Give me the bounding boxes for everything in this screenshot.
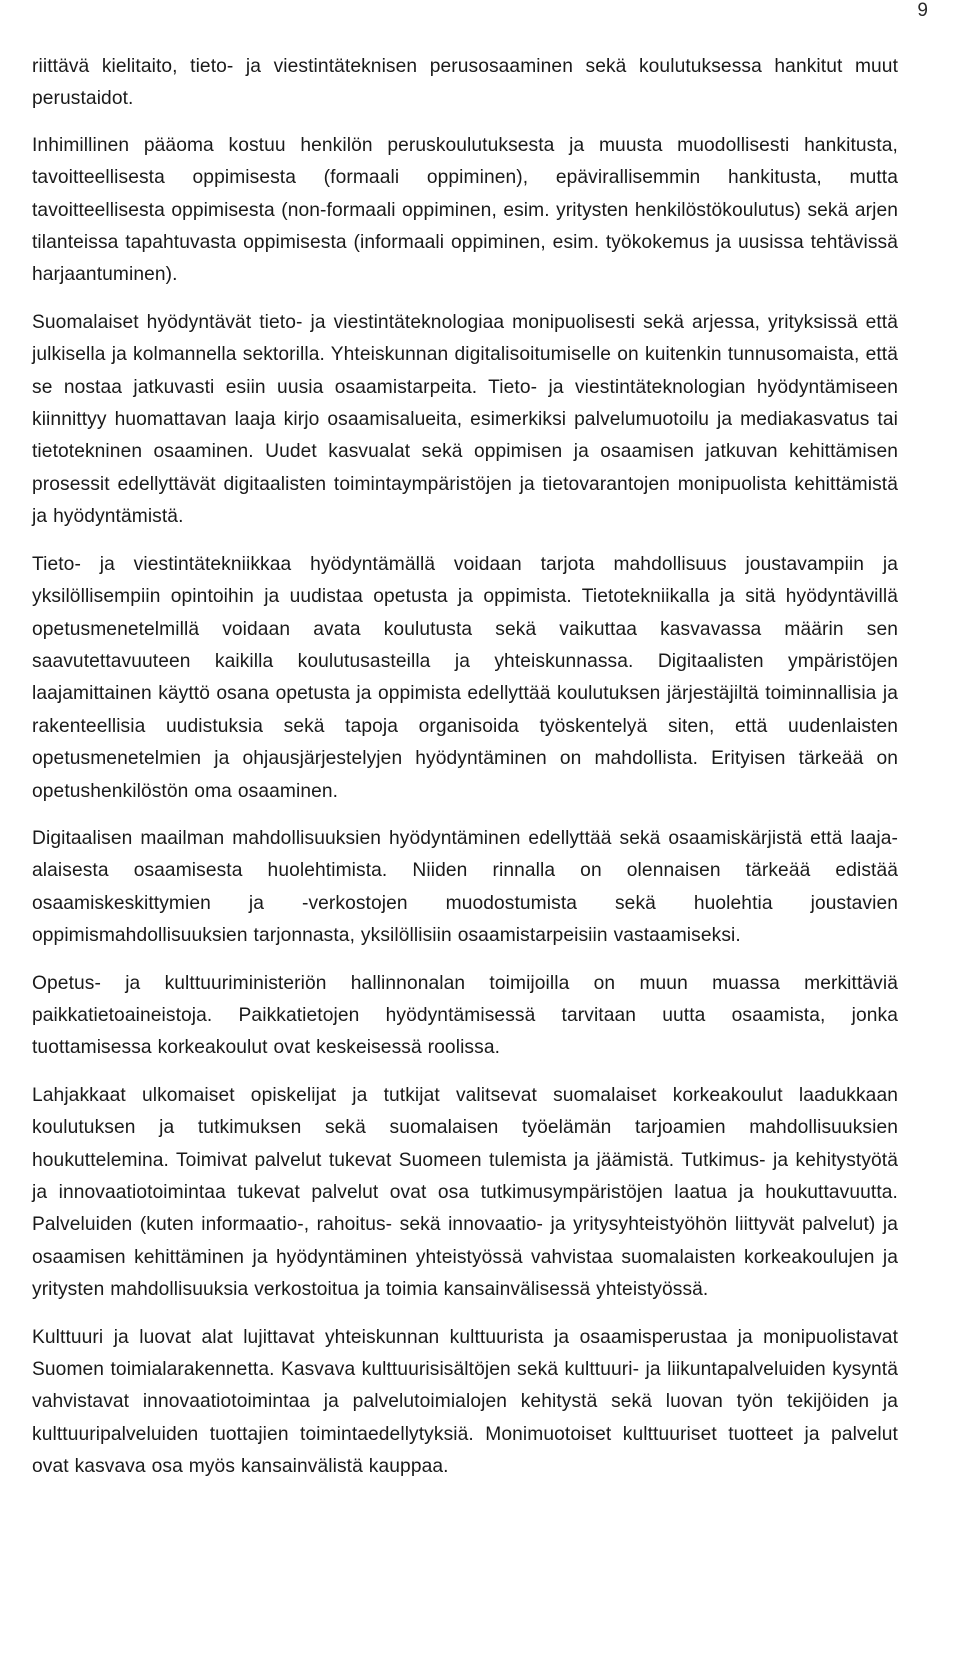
- document-body: [32, 51, 898, 1499]
- paragraph-7: Lahjakkaat ulkomaiset opiskelijat ja tutkijat valitsevat suomalaiset korkeakoulut laadukkaan koulutuksen ja tutkimuksen sekä suomalaisen työelämän tarjoamien mahdollisuuksien houkuttelemina. Toimivat palvelut tukevat Suomeen tulemista ja jäämistä. Tutkimus- ja kehitystyötä ja innovaatiotoimintaa tukevat palvelut ovat osa tutkimusympäristöjen laatua ja houkuttavuutta. Palveluiden (kuten informaatio-, rahoitus- sekä innovaatio- ja yritysyhteistyöhön liittyvät palvelut) ja osaamisen kehittäminen ja hyödyntäminen yhteistyössä vahvistaa suomalaisten korkeakoulujen ja yritysten mahdollisuuksia verkostoitua ja toimia kansainvälisessä yhteistyössä.: [32, 1084, 898, 1301]
- paragraph-2: Inhimillinen pääoma kostuu henkilön peruskoulutuksesta ja muusta muodollisesti hankitusta, tavoitteellisesta oppimisesta (formaali oppiminen), epävirallisemmin hankitusta, mutta tavoitteellisesta oppimisesta (non-formaali oppiminen, esim. yritysten henkilöstökoulutus) sekä arjen tilanteissa tapahtuvasta oppimisesta (informaali oppiminen, esim. työkokemus ja uusissa tehtävissä harjaantuminen).: [32, 134, 898, 286]
- paragraph-6: Opetus- ja kulttuuriministeriön hallinnonalan toimijoilla on muun muassa merkittäviä paikkatietoaineistoja. Paikkatietojen hyödyntämisessä tarvitaan uutta osaamista, jonka tuottamisessa korkeakoulut ovat keskeisessä roolissa.: [32, 972, 898, 1059]
- paragraph-3: Suomalaiset hyödyntävät tieto- ja viestintäteknologiaa monipuolisesti sekä arjessa, yrityksissä että julkisella ja kolmannella sektorilla. Yhteiskunnan digitalisoitumiselle on kuitenkin tunnusomaista, että se nostaa jatkuvasti esiin uusia osaamistarpeita. Tieto- ja viestintäteknologian hyödyntämiseen kiinnittyy huomattavan laaja kirjo osaamisalueita, esimerkiksi palvelumuotoilu ja mediakasvatus tai tietotekninen osaaminen. Uudet kasvualat sekä oppimisen ja osaamisen jatkuvan kehittämisen prosessit edellyttävät digitaalisten toimintaympäristöjen ja tietovarantojen monipuolista kehittämistä ja hyödyntämistä.: [32, 311, 898, 528]
- paragraph-8: Kulttuuri ja luovat alat lujittavat yhteiskunnan kulttuurista ja osaamisperustaa ja monipuolistavat Suomen toimialarakennetta. Kasvava kulttuurisisältöjen sekä kulttuuri- ja liikuntapalveluiden kysyntä vahvistavat innovaatiotoimintaa ja palvelutoimialojen kehitystä sekä luovan työn tekijöiden ja kulttuuripalveluiden tuottajien toimintaedellytyksiä. Monimuotoiset kulttuuriset tuotteet ja palvelut ovat kasvava osa myös kansainvälistä kauppaa.: [32, 1326, 898, 1478]
- page-number: 9: [917, 0, 928, 21]
- paragraph-4: Tieto- ja viestintätekniikkaa hyödyntämällä voidaan tarjota mahdollisuus joustavampiin ja yksilöllisempiin opintoihin ja uudistaa opetusta ja oppimista. Tietotekniikalla ja sitä hyödyntävillä opetusmenetelmillä voidaan avata koulutusta sekä vaikuttaa kasvavassa määrin sen saavutettavuuteen kaikilla koulutusasteilla ja yhteiskunnassa. Digitaalisten ympäristöjen laajamittainen käyttö osana opetusta ja oppimista edellyttää koulutuksen järjestäjiltä toiminnallisia ja rakenteellisia uudistuksia sekä tapoja organisoida työskentelyä siten, että uudenlaisten opetusmenetelmien ja ohjausjärjestelyjen hyödyntäminen on mahdollista. Erityisen tärkeää on opetushenkilöstön oma osaaminen.: [32, 553, 898, 802]
- paragraph-1: riittävä kielitaito, tieto- ja viestintäteknisen perusosaaminen sekä koulutuksessa hankitut muut perustaidot.: [32, 56, 898, 110]
- paragraph-5: Digitaalisen maailman mahdollisuuksien hyödyntäminen edellyttää sekä osaamiskärjistä että laaja-alaisesta osaamisesta huolehtimista. Niiden rinnalla on olennaisen tärkeää edistää osaamiskeskittymien ja -verkostojen muodostumista sekä huolehtia joustavien oppimismahdollisuuksien tarjonnasta, yksilöllisiin osaamistarpeisiin vastaamiseksi.: [32, 827, 898, 947]
